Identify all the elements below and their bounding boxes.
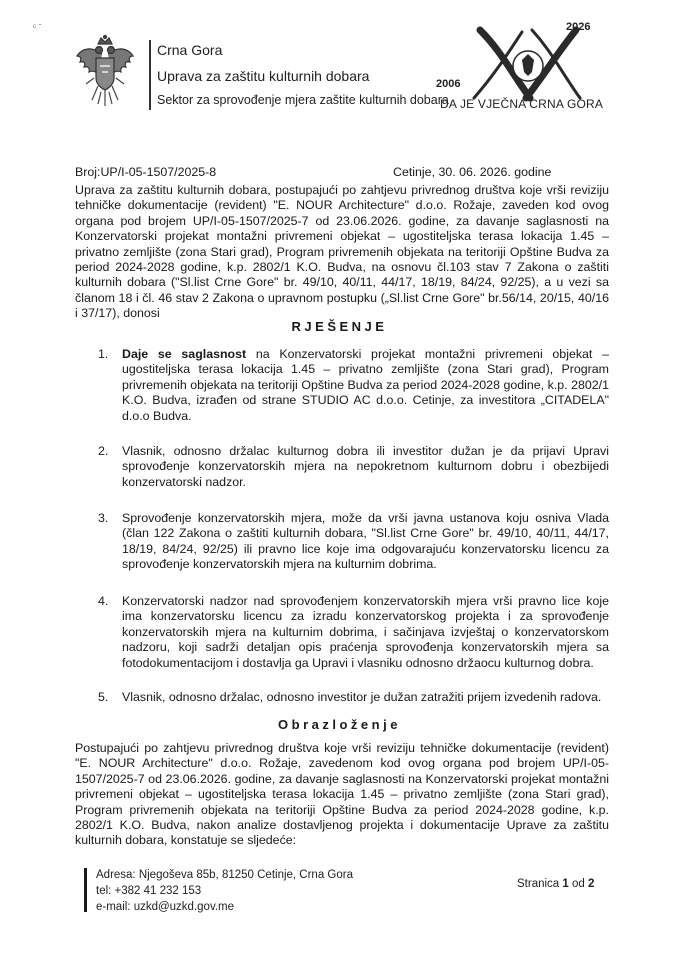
- scan-mark: ᶜ ˉ: [33, 22, 42, 32]
- list-item-text: na Konzervatorski projekat montažni privremeni objekat – ugostiteljska terasa lokacija 1.45 – privatno zemljište (zona Stari grad), Program privremenih objekata na teritoriji Opštine Budva za period 2024-2028 godine, k.p. 2802/1 K.O. Budva, izrađen od strane STUDIO AC d.o.o. Cetinje, za investitora „CITADELA" d.o.o Budva.: [122, 347, 609, 423]
- list-item-text: Vlasnik, odnosno držalac kulturnog dobra ili investitor dužan je da prijavi Upravi sprovođenje konzervatorskih mjera na nepokretnom kulturnom dobru i obezbijedi konzervatorski nadzor.: [122, 444, 609, 489]
- decision-heading: RJEŠENJE: [291, 319, 388, 334]
- footer-divider: [84, 868, 87, 912]
- logo-year-2026: 2026: [566, 21, 591, 33]
- list-item: [98, 690, 609, 705]
- list-item-number: 1.: [98, 347, 109, 361]
- page-mid: od: [568, 878, 588, 890]
- explanation-paragraph: Postupajući po zahtjevu privrednog društva koje vrši reviziju tehničke dokumentacije (revident) "E. NOUR Architecture" d.o.o. Rožaje, zavedenom kod ovog organa pod brojem UP/I-05-1507/2025-7 od 23.06.2026. godine, za davanje saglasnosti na Konzervatorski projekat montažni privremeni objekat – ugostiteljska terasa lokacija 1.45 – privatno zemljište (zona Stari grad), Program privremenih objekata na teritoriji Opštine Budva za period 2024-2028 godine, k.p. 2802/1 K.O. Budva, nakon analize dostavljenog projekta i dokumentacije Uprave za zaštitu kulturnih dobara, konstatuje se sljedeće:: [75, 741, 609, 848]
- montenegro-coat-of-arms-icon: [74, 34, 136, 110]
- explanation-heading: Obrazloženje: [278, 717, 401, 732]
- list-item-number: 4.: [98, 594, 109, 608]
- logo-motto: DA JE VJEČNA CRNA GORA: [440, 97, 604, 111]
- page-total: 2: [587, 878, 595, 890]
- page-prefix: Stranica: [517, 878, 563, 890]
- list-item-number: 5.: [98, 690, 109, 704]
- header-country: Crna Gora: [157, 42, 223, 58]
- page-current: 1: [562, 878, 569, 890]
- list-item-text: Vlasnik, odnosno držalac, odnosno investitor je dužan zatražiti prijem izvedenih radova.: [122, 690, 602, 704]
- logo-year-2006: 2006: [436, 78, 461, 90]
- header-divider: [149, 40, 151, 110]
- footer-address: Adresa: Njegoševa 85b, 81250 Cetinje, Crna Gora: [96, 869, 353, 881]
- document-number: Broj:UP/I-05-1507/2025-8: [75, 165, 217, 179]
- header-sector: Sektor za sprovođenje mjera zaštite kulturnih dobara: [157, 93, 449, 107]
- list-item-number: 3.: [98, 511, 109, 525]
- list-item-bold: Daje se saglasnost: [122, 347, 247, 361]
- footer-phone: tel: +382 41 232 153: [96, 885, 202, 897]
- list-item: [98, 511, 609, 573]
- header-agency: Uprava za zaštitu kulturnih dobara: [157, 68, 370, 84]
- list-item-number: 2.: [98, 444, 109, 458]
- list-item-text: Konzervatorski nadzor nad sprovođenjem konzervatorskih mjera vrši pravno lice koje ima konzervatorsku licencu za izradu konzervatorskog projekta i za sprovođenje konzervatorskih mjera na kulturnim dobrima, i sačinjava izvještaj o konzervatorskom nadzoru, koji sadrži detaljan opis praćenja sprovođenja konzervatorskih mjera sa fotodokumentacijom i dostavlja ga Upravi i vlasniku odnosno držaocu kulturnog dobra.: [122, 594, 609, 670]
- document-date: Cetinje, 30. 06. 2026. godine: [393, 165, 552, 179]
- footer-email: e-mail: uzkd@uzkd.gov.me: [96, 901, 235, 913]
- page-indicator: [517, 878, 594, 890]
- intro-paragraph: Uprava za zaštitu kulturnih dobara, postupajući po zahtjevu privrednog društva koje vrši reviziju tehničke dokumentacije (revident) "E. NOUR Architecture" d.o.o. Rožaje, zaveden kod ovog organa pod brojem UP/I-05-1507/2025-7 od 23.06.2026. godine, za davanje saglasnosti na Konzervatorski projekat montažni privremeni objekat – ugostiteljska terasa lokacija 1.45 – privatno zemljište (zona Stari grad), Program privremenih objekata na teritoriji Opštine Budva za period 2024-2028 godine, k.p. 2802/1 K.O. Budva, na osnovu čl.103 stav 7 Zakona o zaštiti kulturnih dobara ("Sl.list Crne Gore" br. 49/10, 40/11, 44/17, 18/19, 84/24, 92/25), a u vezi sa članom 18 i čl. 46 stav 2 Zakona o upravnom postupku („Sl.list Crne Gore" br.56/14, 20/15, 40/16 i 37/17), donosi: [75, 183, 609, 321]
- list-item: [98, 347, 609, 424]
- list-item: [98, 444, 609, 490]
- list-item: [98, 594, 609, 671]
- list-item-text: Sprovođenje konzervatorskih mjera, može da vrši javna ustanova koju osniva Vlada (član 122 Zakona o zaštiti kulturnih dobara, "Sl.list Crne Gore" br. 49/10, 40/11, 44/17, 18/19, 84/24, 92/25) ili pravno lice koje ima odgovarajuću konzervatorsku licencu za sprovođenje konzervatorskih mjera na kulturnim dobrima.: [122, 511, 609, 572]
